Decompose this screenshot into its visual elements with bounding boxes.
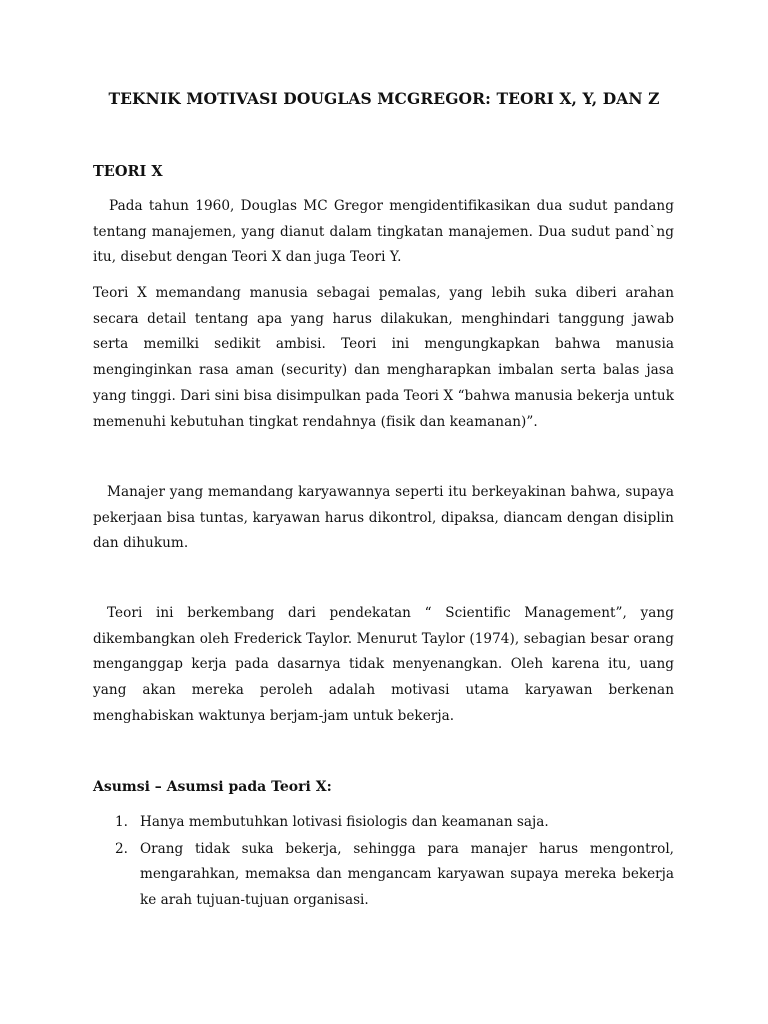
list-item-number: 2. (115, 840, 128, 857)
assumptions-list (93, 810, 674, 915)
paragraph-1: Pada tahun 1960, Douglas MC Gregor mengidentifikasikan dua sudut pandang tentang manajemen, yang dianut dalam tingkatan manajemen. Dua sudut pand`ng itu, disebut dengan Teori X dan juga Teori Y. (93, 198, 674, 266)
document-title: TEKNIK MOTIVASI DOUGLAS MCGREGOR: TEORI X, Y, DAN Z (108, 89, 660, 108)
list-item-text: Hanya membutuhkan lotivasi fisiologis dan keamanan saja. (140, 814, 549, 830)
list-item (93, 810, 674, 836)
paragraph-2: Teori X memandang manusia sebagai pemalas, yang lebih suka diberi arahan secara detail tentang apa yang harus dilakukan, menghindari tanggung jawab serta memilki sedikit ambisi. Teori ini mengungkapkan bahwa manusia menginginkan rasa aman (security) dan mengharapkan imbalan serta balas jasa yang tinggi. Dari sini bisa disimpulkan pada Teori X “bahwa manusia bekerja untuk memenuhi kebutuhan tingkat rendahnya (fisik dan keamanan)”. (93, 285, 674, 430)
paragraph-4: Teori ini berkembang dari pendekatan “ Scientific Management”, yang dikembangkan oleh Frederick Taylor. Menurut Taylor (1974), sebagian besar orang menganggap kerja pada dasarnya tidak menyenangkan. Oleh karena itu, uang yang akan mereka peroleh adalah motivasi utama karyawan berkenan menghabiskan waktunya berjam-jam untuk bekerja. (93, 605, 674, 724)
list-item-number: 1. (115, 814, 128, 830)
list-item-text: Orang tidak suka bekerja, sehingga para manajer harus mengontrol, mengarahkan, memaksa dan mengancam karyawan supaya mereka bekerja ke arah tujuan-tujuan organisasi. (140, 840, 674, 909)
list-item (93, 837, 674, 914)
paragraph-3: Manajer yang memandang karyawannya seperti itu berkeyakinan bahwa, supaya pekerjaan bisa tuntas, karyawan harus dikontrol, dipaksa, diancam dengan disiplin dan dihukum. (93, 484, 674, 552)
section-heading-teori-x: TEORI X (93, 163, 163, 180)
assumptions-heading: Asumsi – Asumsi pada Teori X: (93, 779, 332, 795)
